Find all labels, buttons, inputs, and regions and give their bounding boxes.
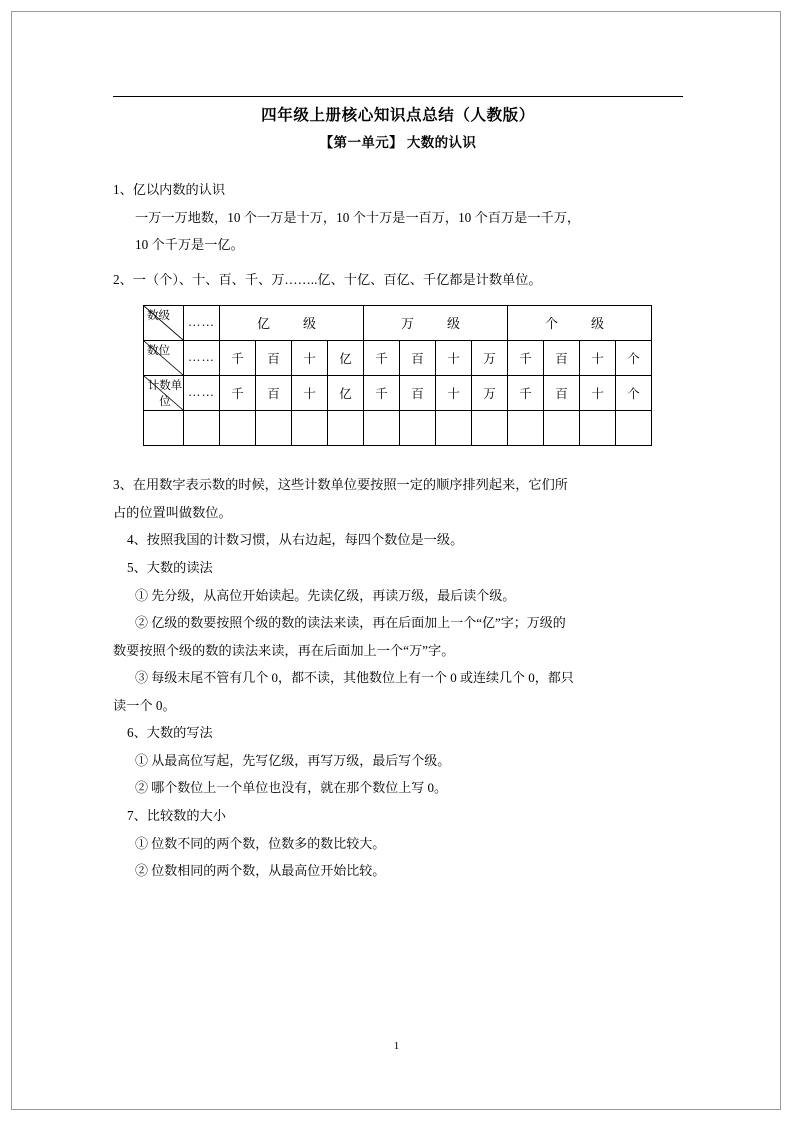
table-cell: 十 [580, 375, 616, 410]
section-2-title: 一（个）、十、百、千、万……..亿、十亿、百亿、千亿都是计数单位。 [132, 272, 542, 288]
page-number: 1 [393, 1040, 400, 1052]
corner-label-shuji: 数级 [147, 309, 170, 322]
table-cell: 个 [616, 375, 652, 410]
section-2-heading [113, 267, 683, 293]
section-1-line-1: 一万一万地数，10 个一万是十万，10 个十万是一百万，10 个百万是一千万， [135, 209, 581, 225]
section-6-title: 大数的写法 [146, 725, 213, 741]
section-5-line-2: ② 亿级的数要按照个级的数的读法来读，再在后面加上一个“亿”字；万级的 [135, 615, 566, 631]
section-7-number: 7、 [127, 807, 147, 823]
digit-places-table [143, 305, 652, 446]
section-7-title: 比较数的大小 [146, 807, 226, 823]
table-cell [472, 410, 508, 445]
table-cell: 千 [508, 375, 544, 410]
section-5-line-4: ③ 每级末尾不管有几个 0，都不读，其他数位上有一个 0 或连续几个 0，都只 [135, 670, 574, 686]
table-cell: 百 [544, 375, 580, 410]
section-4-text-1: 按照我国的计数习惯，从右边起，每四个数位是一级。 [146, 532, 464, 548]
page-title: 四年级上册核心知识点总结（人教版） [261, 107, 535, 124]
section-5-line-1: ① 先分级，从高位开始读起。先读亿级，再读万级，最后读个级。 [135, 587, 516, 603]
section-5-title: 大数的读法 [146, 560, 213, 576]
section-7-line-1: ① 位数不同的两个数，位数多的数比较大。 [135, 835, 386, 851]
section-3-text-1: 在用数字表示数的时候，这些计数单位要按照一定的顺序排列起来，它们所 [132, 476, 568, 492]
section-4-line-1 [127, 527, 683, 553]
table-row [144, 410, 652, 445]
section-7-heading [127, 803, 683, 829]
unit-title: 【第一单元】 大数的认识 [319, 135, 477, 150]
section-5-number: 5、 [127, 560, 147, 576]
table-cell [328, 410, 364, 445]
table-cell: 百 [544, 340, 580, 375]
table-cell: 万 [472, 340, 508, 375]
section-7-line-2: ② 位数相同的两个数，从最高位开始比较。 [135, 862, 386, 878]
table-cell [580, 410, 616, 445]
section-6-line-2: ② 哪个数位上一个单位也没有，就在那个数位上写 0。 [135, 780, 448, 796]
section-6-number: 6、 [127, 725, 147, 741]
table-row [144, 305, 652, 340]
title-divider [113, 96, 683, 97]
table-cell: 百 [256, 375, 292, 410]
section-1-title: 亿以内数的认识 [132, 182, 226, 197]
table-group-wan: 万 级 [364, 305, 508, 340]
table-cell [508, 410, 544, 445]
table-cell: 十 [436, 340, 472, 375]
section-5-line-3: 数要按照个级的数的读法来读，再在后面加上一个“万”字。 [113, 642, 455, 658]
table-row [144, 375, 652, 410]
section-3-line-1 [113, 472, 683, 498]
table-cell: 千 [364, 375, 400, 410]
table-corner-cell-shuwei [144, 340, 184, 375]
table-cell: 千 [220, 375, 256, 410]
section-2-number: 2、 [113, 272, 133, 288]
table-cell: 百 [256, 340, 292, 375]
table-cell-dots: …… [184, 305, 220, 340]
table-row [144, 340, 652, 375]
table-cell: 十 [580, 340, 616, 375]
table-cell-dots: …… [184, 375, 220, 410]
table-cell [436, 410, 472, 445]
table-cell: 千 [220, 340, 256, 375]
corner-label-shuwei: 数位 [147, 344, 170, 357]
section-6-line-1: ① 从最高位写起，先写亿级，再写万级，最后写个级。 [135, 753, 451, 769]
section-1-line-2: 10 个千万是一亿。 [135, 237, 244, 253]
table-cell: 千 [364, 340, 400, 375]
table-cell [292, 410, 328, 445]
table-cell: 个 [616, 340, 652, 375]
table-cell [220, 410, 256, 445]
digit-places-table-wrapper [143, 305, 651, 446]
table-cell-dots: …… [184, 340, 220, 375]
table-cell: 千 [508, 340, 544, 375]
table-corner-cell-shuji [144, 305, 184, 340]
table-corner-cell-jishudanwei [144, 375, 184, 410]
section-5-line-5: 读一个 0。 [113, 697, 176, 713]
table-group-ge: 个 级 [508, 305, 652, 340]
table-cell [400, 410, 436, 445]
section-1-heading [113, 177, 683, 203]
section-5-heading [127, 555, 683, 581]
section-6-heading [127, 720, 683, 746]
table-cell: 万 [472, 375, 508, 410]
document-content [113, 96, 683, 885]
section-1-number: 1、 [113, 182, 133, 197]
table-cell: 十 [292, 340, 328, 375]
table-cell [256, 410, 292, 445]
section-3-number: 3、 [113, 476, 133, 492]
table-cell: 亿 [328, 375, 364, 410]
table-cell [184, 410, 220, 445]
table-group-yi: 亿 级 [220, 305, 364, 340]
table-cell [144, 410, 184, 445]
table-cell: 十 [436, 375, 472, 410]
table-cell: 亿 [328, 340, 364, 375]
table-cell: 百 [400, 340, 436, 375]
table-cell: 百 [400, 375, 436, 410]
table-cell: 十 [292, 375, 328, 410]
table-cell [544, 410, 580, 445]
table-cell [616, 410, 652, 445]
table-cell [364, 410, 400, 445]
corner-label-jishudanwei: 计数单位 [147, 379, 183, 408]
section-3-line-2: 占的位置叫做数位。 [113, 504, 232, 520]
section-4-number: 4、 [127, 532, 147, 548]
